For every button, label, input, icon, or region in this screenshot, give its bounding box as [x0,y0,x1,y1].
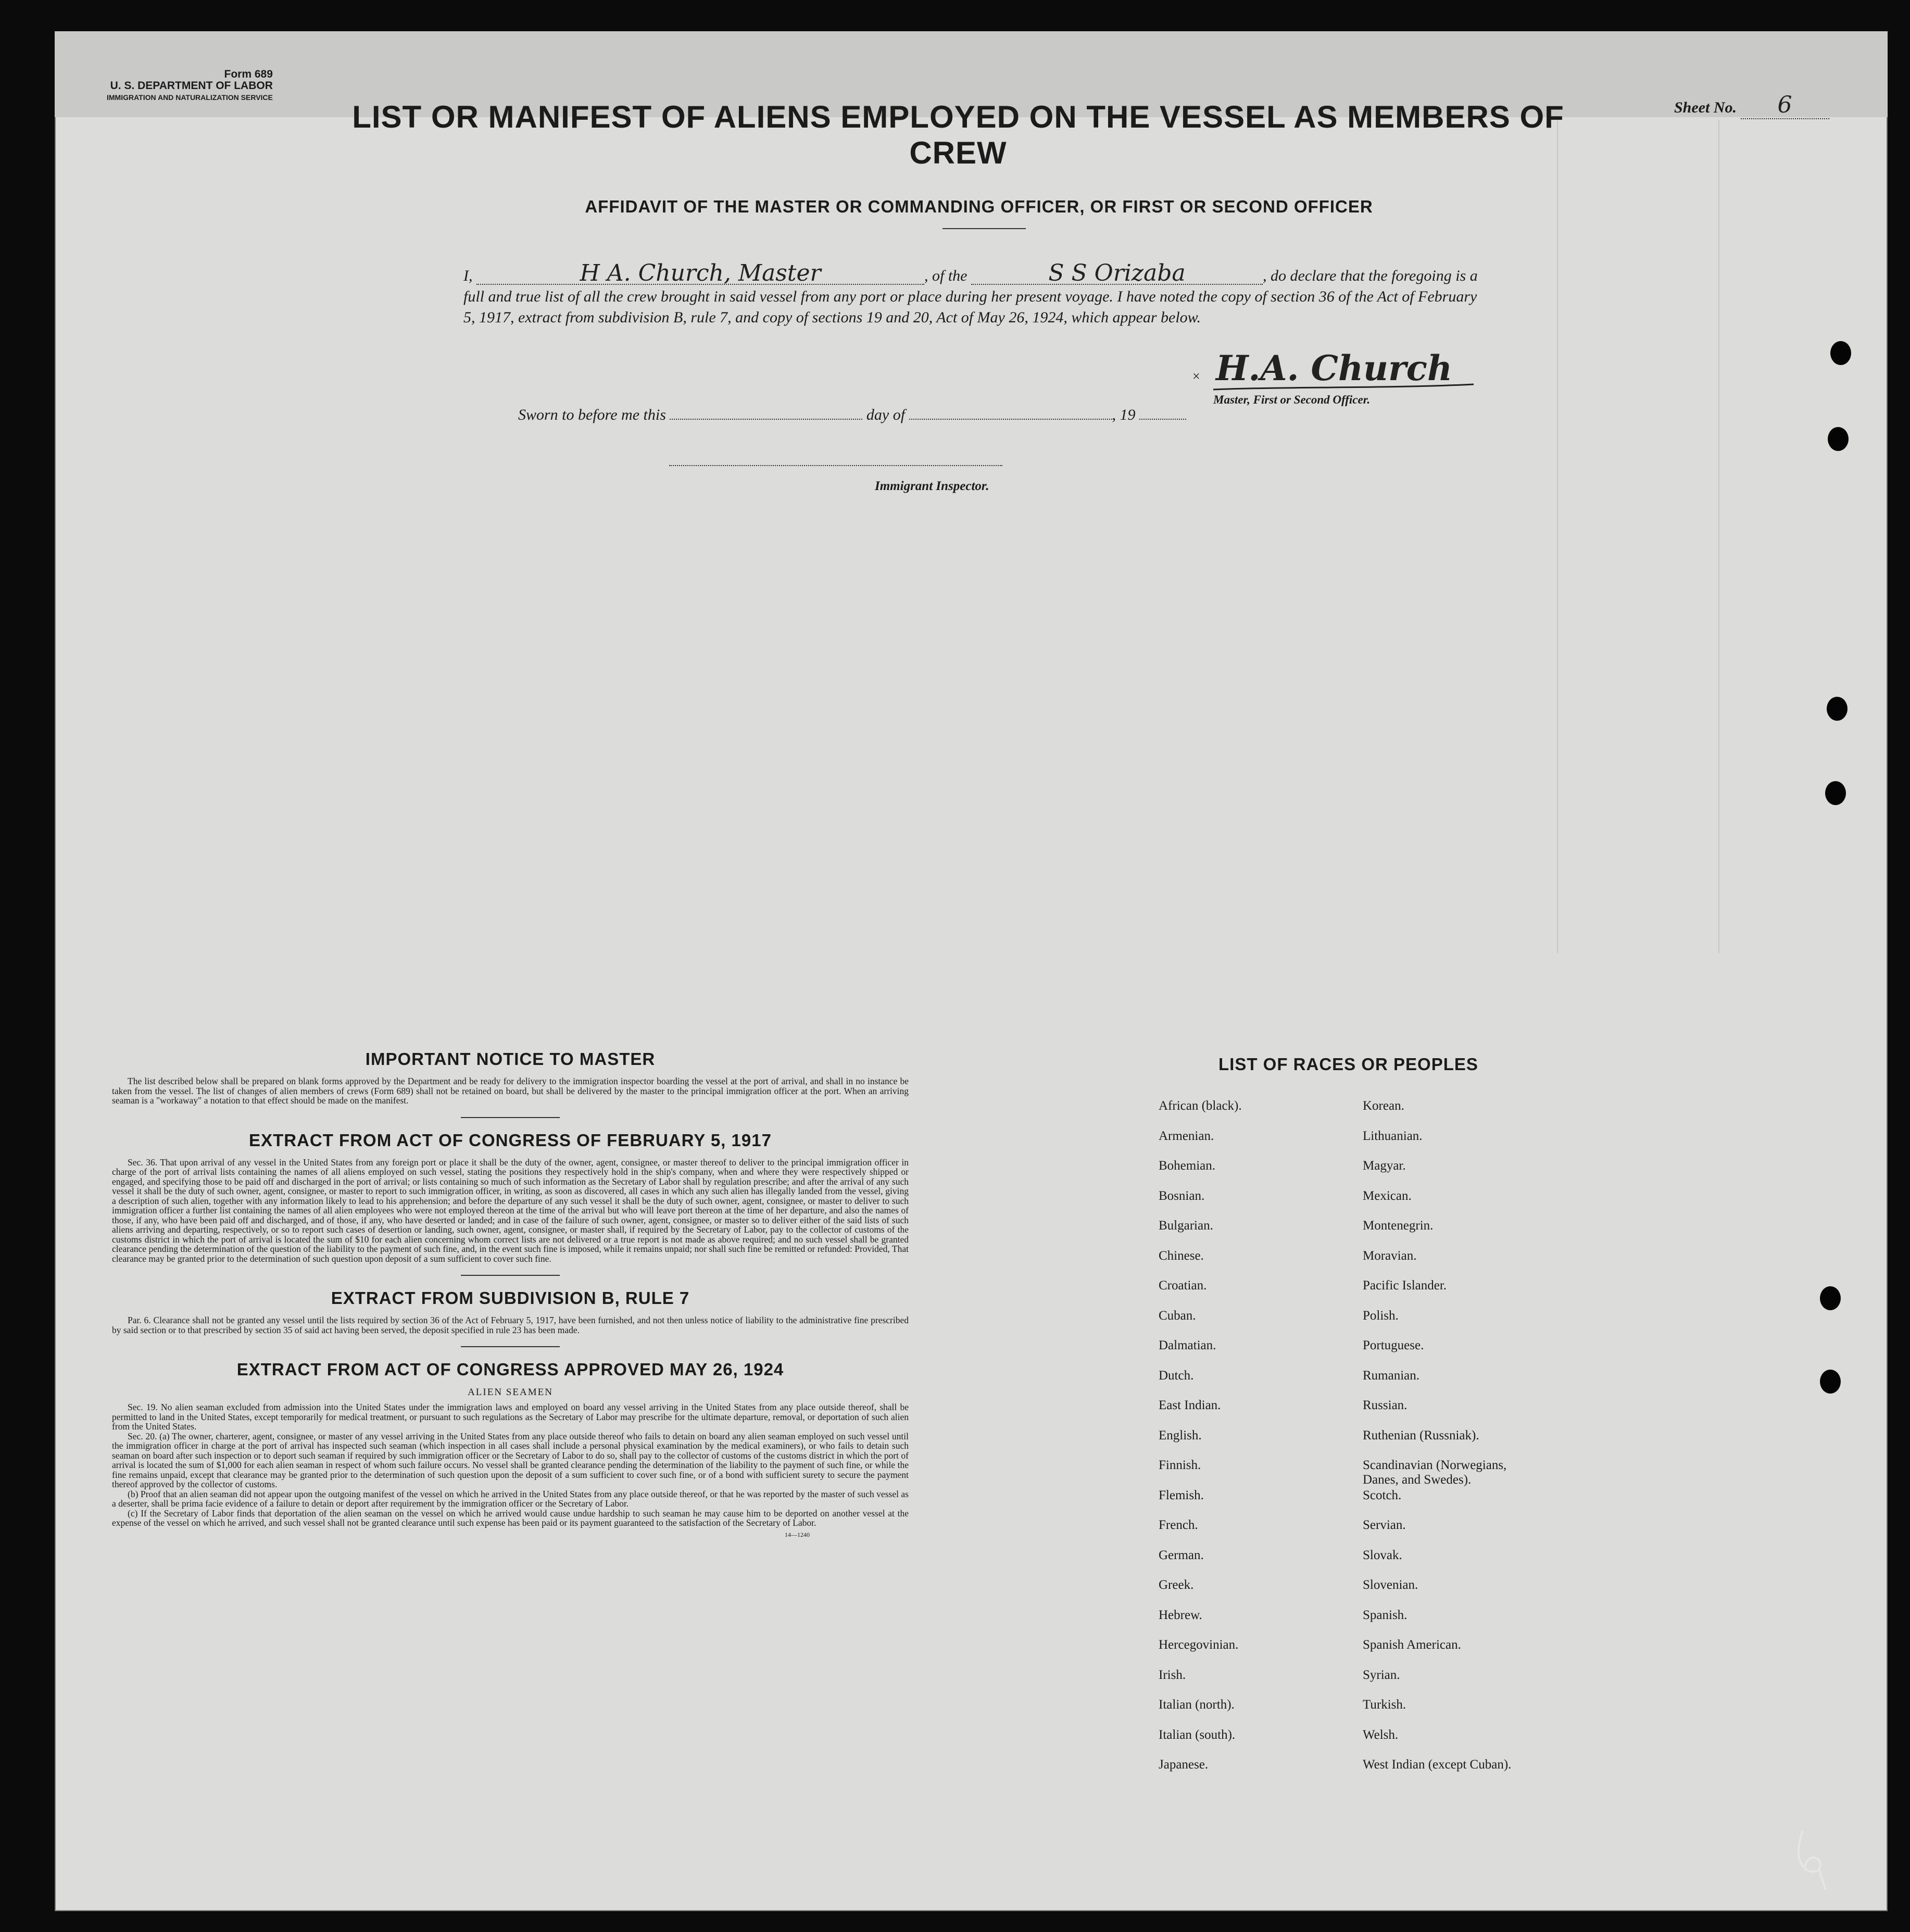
sworn-prefix: Sworn to before me this [518,406,666,423]
race-item: Turkish. [1363,1698,1406,1712]
divider [461,1117,560,1118]
sworn-line [518,406,1247,424]
race-item: Armenian. [1159,1128,1214,1143]
department-name: U. S. DEPARTMENT OF LABOR [110,80,273,92]
extract-1917-heading: EXTRACT FROM ACT OF CONGRESS OF FEBRUARY 5, 1917 [249,1130,772,1150]
of-the-text: , of the [924,267,967,284]
race-item: Irish. [1159,1667,1186,1682]
race-item: Rumanian. [1363,1368,1420,1383]
extract-1924-subheading: ALIEN SEAMEN [468,1387,553,1398]
race-item: West Indian (except Cuban). [1363,1758,1512,1772]
extract-1924-sec20c: (c) If the Secretary of Labor finds that deportation of the alien seaman on the vessel on which he arrived would cause undue hardship to such seaman he may cause him to be deported on another vessel at the expense of the vessel on which he arrived, and such vessel shall not be granted clearance until such expense has been paid or its payment guaranteed to the satisfaction of the Secretary of Labor. [112,1508,909,1528]
race-item: Polish. [1363,1308,1399,1323]
race-item: Bohemian. [1159,1159,1216,1173]
sheet-number-field [1674,92,1829,119]
race-item: Montenegrin. [1363,1219,1434,1233]
race-item: Hercegovinian. [1159,1638,1239,1652]
race-item: African (black). [1159,1099,1242,1113]
race-item: Slovak. [1363,1548,1402,1562]
extract-1924-sec20a: Sec. 20. (a) The owner, charterer, agent, consignee, or master of any vessel arriving in the United States from any place outside thereof who fails to detain on board any alien seaman employed on such vessel until the immigration officer in charge at the port of arrival has inspected such seaman (which inspection in all cases shall include a personal physical examination by the medical examiners), or who fails to detain such seaman on board after such inspection or to deport such seaman if required by such immigration officer or the Secretary of Labor to do so, shall pay to the collector of customs of the customs district in which the port of arrival is located the sum of $1,000 for each alien seaman in respect of whom such failure occurs. No vessel shall be granted clearance pending the determination of the liability to the payment of such fine, or while the fine remains unpaid, except that clearance may be granted prior to the determination of such question upon the deposit of a sum sufficient to cover such fine, or of a bond with sufficient surety to secure the payment thereof approved by the collector of customs. [112,1431,909,1489]
divider [461,1346,560,1347]
punch-hole [1830,341,1851,365]
extract-1924-sec20b: (b) Proof that an alien seaman did not appear upon the outgoing manifest of the vessel on which he arrived in the United States from any place outside thereof, or that he was reported by the master of such vessel as a deserter, shall be prima facie evidence of a failure to detain or deport after requirement by the immigration officer or the Secretary of Labor. [112,1488,909,1509]
declarant-name: H A. Church, Master [476,263,924,285]
punch-hole [1820,1370,1841,1394]
race-item: German. [1159,1548,1204,1562]
race-item: Greek. [1159,1578,1194,1592]
signature-mark: × [1192,369,1200,384]
race-item: Japanese. [1159,1758,1209,1772]
form-identifier [107,69,273,103]
race-item: Syrian. [1363,1667,1400,1682]
extract-1924-heading: EXTRACT FROM ACT OF CONGRESS APPROVED MAY 26, 1924 [236,1360,784,1379]
race-item: Portuguese. [1363,1338,1424,1352]
sworn-day-blank[interactable] [670,406,862,420]
sworn-year-blank[interactable] [1139,406,1186,420]
race-item: Italian (south). [1159,1727,1236,1742]
notice-body [112,1076,909,1106]
race-item: Croatian. [1159,1278,1207,1293]
race-item: Dalmatian. [1159,1338,1216,1352]
race-item: Italian (north). [1159,1698,1235,1712]
race-item: Scotch. [1363,1488,1402,1502]
race-item: Mexican. [1363,1188,1412,1203]
do-declare-text: , do declare [1263,267,1337,284]
inspector-signature-line [669,465,1002,466]
race-item: English. [1159,1428,1202,1442]
race-item: Bulgarian. [1159,1219,1213,1233]
races-heading: LIST OF RACES OR PEOPLES [1218,1055,1478,1074]
vessel-name: S S Orizaba [971,263,1263,285]
race-item: Hebrew. [1159,1608,1202,1622]
bleed-through-rule [1557,120,1558,953]
punch-hole [1828,427,1849,451]
race-item: Scandinavian (Norwegians, Danes, and Swedes). [1363,1458,1507,1487]
handwritten-page-mark [1791,1825,1833,1893]
extract-rule7-body [112,1315,909,1335]
race-item: Spanish American. [1363,1638,1461,1652]
affidavit-heading: AFFIDAVIT OF THE MASTER OR COMMANDING OFFICER, OR FIRST OR SECOND OFFICER [585,197,1373,216]
extract-1917-text: Sec. 36. That upon arrival of any vessel in the United States from any foreign port or place it shall be the duty of the owner, agent, consignee, or master thereof to deliver to the principal immigration officer in charge of the port of arrival lists containing the names of all aliens employed on such vessel, stating the positions they respectively hold in the ship's company, when and where they were respectively shipped or engaged, and specifying those to be paid off and discharged in the port of arrival; or lists containing so much of such information as the Secretary of Labor shall by regulation prescribe; and after the arrival of any such vessel it shall be the duty of such owner, agent, consignee, or master to report to such immigration officer, in writing, as soon as discovered, all cases in which any such alien has illegally landed from the vessel, giving a description of such alien, together with any information likely to lead to his apprehension; and before the departure of any such vessel it shall be the duty of such owner, agent, consignee, or master to deliver to such immigration officer a further list containing the names of all alien employees who were not employed thereon at the time of the arrival but who will leave port thereon at the time of her departure, and also the names of those, if any, who have been paid off and discharged, and of those, if any, who have deserted or landed; and in case of the failure of such owner, agent, consignee, or master so to deliver either of the said lists of such aliens arriving and departing, respectively, or so to report such cases of desertion or landing, such owner, agent, consignee, or master shall, if required by the Secretary of Labor, pay to the collector of customs of the customs district in which the port of arrival is located the sum of $10 for each alien concerning whom correct lists are not delivered or a true report is not made as above required; and no such vessel shall be granted clearance pending the determination of the question of the liability to the payment of such fine, and, in the event such fine is imposed, while it remains unpaid; nor shall such fine be remitted or refunded: Provided, That clearance may be granted prior to the determination of such question upon deposit of a sum sufficient to cover such fine. [112,1157,909,1264]
sworn-month-blank[interactable] [909,406,1112,420]
sheet-number-label: Sheet No. [1674,99,1737,116]
signature-underline [1192,344,1479,401]
sworn-year-label: , 19 [1112,406,1136,423]
divider [943,228,1026,229]
extract-rule7-text: Par. 6. Clearance shall not be granted any vessel until the lists required by section 36 of the Act of February 5, 1917, have been furnished, and not then unless notice of liability to the administrative fine prescribed by said section or to that prescribed by section 35 of said act having been served, the deposit specified in rule 23 has been made. [112,1315,909,1335]
extract-1924-sec19: Sec. 19. No alien seaman excluded from admission into the United States under the immigration laws and employed on board any vessel arriving in the United States from any place outside thereof, shall be permitted to land in the United States, except temporarily for medical treatment, or pursuant to such regulations as the Secretary of Labor may prescribe for the ultimate departure, removal, or deportation of such alien from the United States. [112,1402,909,1432]
sworn-day-label: day of [866,406,906,423]
sheet-number-value: 6 [1741,92,1829,119]
race-item: Spanish. [1363,1608,1408,1622]
races-right-column [1363,1099,1581,1788]
inspector-label: Immigrant Inspector. [875,479,989,493]
race-item: Korean. [1363,1099,1404,1113]
signature-label: Master, First or Second Officer. [1213,393,1371,406]
race-item: Slovenian. [1363,1578,1418,1592]
race-item: Cuban. [1159,1308,1196,1323]
divider [461,1275,560,1276]
race-item: Magyar. [1363,1159,1406,1173]
race-item: Welsh. [1363,1727,1399,1742]
bleed-through-rule [1718,120,1719,953]
race-item: Pacific Islander. [1363,1278,1447,1293]
master-signature [1192,344,1479,401]
declaration-paragraph [463,260,1489,328]
race-item: French. [1159,1518,1198,1532]
form-number: Form 689 [224,68,273,80]
race-item: Chinese. [1159,1248,1204,1263]
race-item: East Indian. [1159,1398,1221,1412]
race-item: Ruthenian (Russniak). [1363,1428,1479,1442]
extract-rule7-heading: EXTRACT FROM SUBDIVISION B, RULE 7 [331,1288,690,1308]
race-item: Servian. [1363,1518,1406,1532]
races-left-column [1159,1099,1377,1788]
declaration-statement: that the foregoing is a full and true list of all the crew brought in said vessel from any port or place during her present voyage. I have noted the copy of section 36 of the Act of February 5, 1917, extract from subdivision B, rule 7, and copy of sections 19 and 20, Act of May 26, 1924, which appear below. [463,267,1478,326]
page-title: LIST OR MANIFEST OF ALIENS EMPLOYED ON THE VESSEL AS MEMBERS OF CREW [352,99,1564,170]
race-item: Bosnian. [1159,1188,1205,1203]
punch-hole [1827,697,1848,721]
race-item: Moravian. [1363,1248,1417,1263]
service-name: IMMIGRATION AND NATURALIZATION SERVICE [107,93,273,102]
extract-1917-body [112,1158,909,1264]
signature-text: H.A. Church [1216,348,1452,388]
notice-section [112,1049,909,1539]
race-item: Lithuanian. [1363,1128,1423,1143]
notice-text: The list described below shall be prepared on blank forms approved by the Department and be ready for delivery to the immigration inspector boarding the vessel at the port of arrival, and shall in no instance be taken from the vessel. The list of changes of alien members of crews (Form 689) shall not be retained on board, but shall be delivered by the master to the principal immigration officer at the port. When an arriving seaman is a "workaway" a notation to that effect should be made on the manifest. [112,1076,909,1106]
form-code: 14—1240 [785,1530,810,1538]
race-item: Finnish. [1159,1458,1201,1472]
punch-hole [1825,781,1846,805]
extract-1924-body [112,1402,909,1528]
punch-hole [1820,1286,1841,1310]
race-item: Russian. [1363,1398,1408,1412]
notice-heading: IMPORTANT NOTICE TO MASTER [365,1049,656,1069]
declaration-prefix: I, [463,267,473,284]
race-item: Dutch. [1159,1368,1194,1383]
race-item: Flemish. [1159,1488,1204,1502]
